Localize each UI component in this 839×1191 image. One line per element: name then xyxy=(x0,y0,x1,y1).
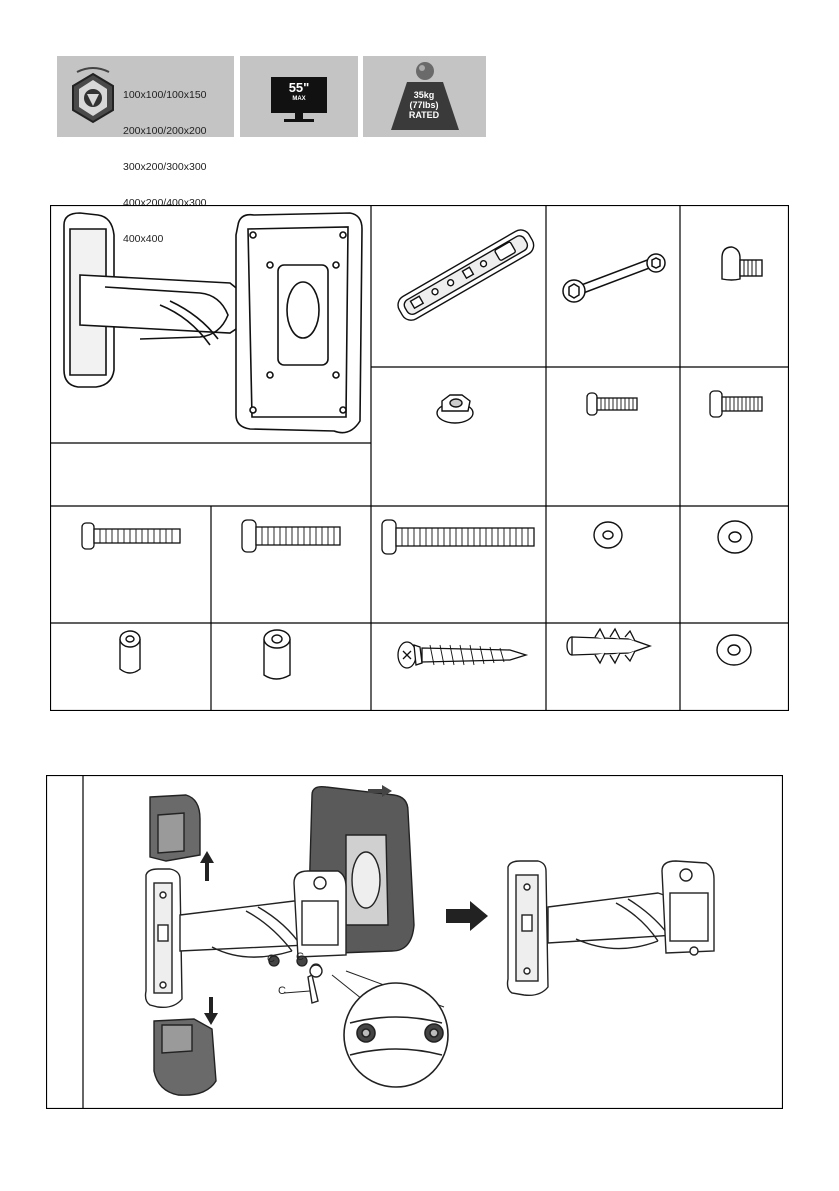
detail-zoom-circle xyxy=(332,971,448,1087)
callout-c-3: C xyxy=(278,985,286,997)
screw-m5-short-part xyxy=(710,391,762,417)
parts-list-table xyxy=(50,205,789,711)
wrench-part xyxy=(563,254,665,302)
max-screen-size: 55" xyxy=(288,80,310,95)
flange-nut-part xyxy=(437,395,473,423)
callout-c-1: C xyxy=(267,953,275,965)
screw-m6-long-part xyxy=(242,520,340,552)
max-label: MAX xyxy=(292,96,306,102)
spacer-short-part xyxy=(120,631,140,673)
weight-lbs: (77lbs) xyxy=(409,100,439,110)
top-cover-part xyxy=(150,795,200,861)
wall-anchor-part xyxy=(567,629,650,663)
weight-rated: RATED xyxy=(408,110,440,120)
vesa-size-item: 400x200/400x300 xyxy=(123,197,207,209)
washer-large-2-part xyxy=(717,635,751,665)
max-screen-size-spec xyxy=(240,56,358,137)
callout-c-2: C xyxy=(296,951,304,963)
wall-mount-arm-part xyxy=(64,213,362,433)
max-weight-spec xyxy=(363,56,486,137)
weight-kg: 35kg xyxy=(413,90,435,100)
result-arrow-icon xyxy=(446,901,488,931)
assembly-illustration xyxy=(46,775,783,1109)
wrench-tool-part xyxy=(308,965,322,1003)
parts-grid xyxy=(50,205,789,711)
articulating-arm-part xyxy=(180,901,308,957)
arrow-down-icon xyxy=(204,997,218,1025)
assembled-mount-result xyxy=(508,861,715,995)
screw-m8-long-part xyxy=(382,520,534,554)
vesa-pattern-spec xyxy=(57,56,234,245)
screw-m4-long-part xyxy=(82,523,180,549)
bottom-cover-part xyxy=(154,1019,216,1095)
swivel-joint-part xyxy=(294,871,346,957)
weight-rating xyxy=(397,90,451,120)
arrow-up-icon xyxy=(200,851,214,881)
screw-m4-short-part xyxy=(587,393,637,415)
wall-plate-assembly xyxy=(146,869,183,1007)
assembly-step xyxy=(46,775,783,1109)
spacer-long-part xyxy=(264,630,290,679)
wall-plate-part xyxy=(394,226,537,324)
vesa-size-item: 200x100/200x200 xyxy=(123,125,207,137)
vesa-shield-icon xyxy=(63,62,123,132)
lag-bolt-part xyxy=(398,642,526,668)
vesa-size-item: 400x400 xyxy=(123,233,164,245)
vesa-size-item: 300x200/300x300 xyxy=(123,161,207,173)
carriage-bolt-part xyxy=(722,247,762,280)
washer-large-part xyxy=(718,521,752,553)
washer-small-part xyxy=(594,522,622,548)
vesa-size-item: 100x100/100x150 xyxy=(123,89,207,101)
